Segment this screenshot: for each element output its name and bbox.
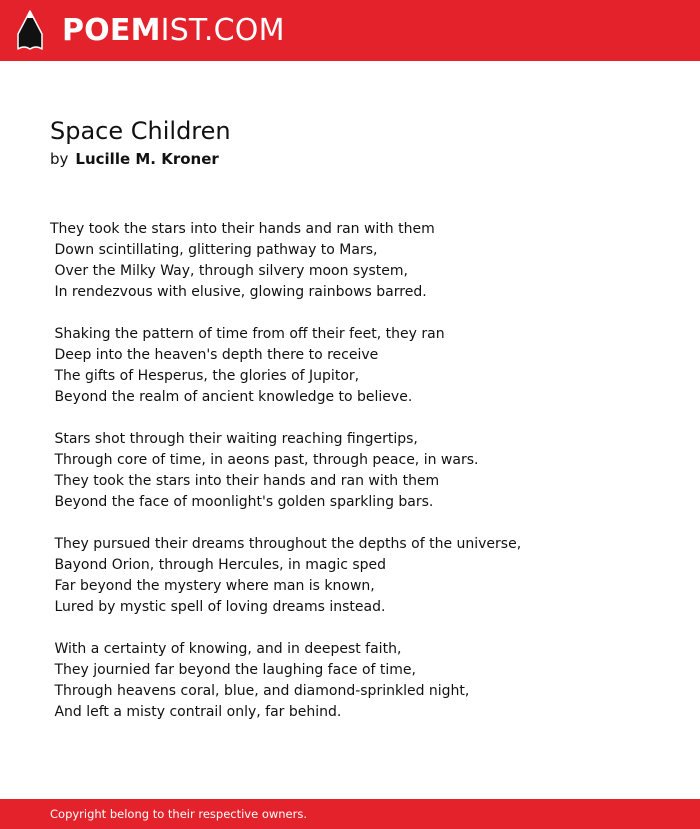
site-logo-link[interactable] [62,10,285,52]
stanza [50,534,650,618]
poem-line: Through core of time, in aeons past, through peace, in wars. [50,452,479,468]
stanza [50,639,650,723]
poem-line: Shaking the pattern of time from off their feet, they ran [50,326,445,342]
poem-line: In rendezvous with elusive, glowing rainbows barred. [50,284,427,300]
poem-line: And left a misty contrail only, far behind. [50,704,342,720]
site-footer [0,799,700,829]
brand-light: IST.COM [160,13,285,48]
poem-line: They took the stars into their hands and ran with them [50,473,440,489]
brand-bold: POEM [62,13,161,48]
by-label: by [50,150,69,168]
poem-line: Stars shot through their waiting reaching fingertips, [50,431,418,447]
poem-line: Bayond Orion, through Hercules, in magic sped [50,557,387,573]
poem-line: They journied far beyond the laughing face of time, [50,662,416,678]
byline [50,149,219,169]
stanza [50,429,650,513]
pencil-icon [17,10,43,52]
author-name: Lucille M. Kroner [75,150,219,168]
poem-line: Lured by mystic spell of loving dreams instead. [50,599,386,615]
site-header [0,0,700,61]
poem-line: Through heavens coral, blue, and diamond-sprinkled night, [50,683,470,699]
poem-line: They pursued their dreams throughout the depths of the universe, [50,536,522,552]
poem-line: The gifts of Hesperus, the glories of Jupitor, [50,368,360,384]
poem-line: With a certainty of knowing, and in deepest faith, [50,641,402,657]
stanza [50,324,650,408]
poem-line: Beyond the realm of ancient knowledge to believe. [50,389,413,405]
copyright-text: Copyright belong to their respective owners. [50,807,308,821]
poem-line: Far beyond the mystery where man is known, [50,578,375,594]
poem-line: Down scintillating, glittering pathway to Mars, [50,242,378,258]
poem-line: They took the stars into their hands and ran with them [50,221,435,237]
poem-line: Beyond the face of moonlight's golden sparkling bars. [50,494,434,510]
poem-line: Over the Milky Way, through silvery moon system, [50,263,408,279]
poem-title: Space Children [50,117,231,145]
poem-line: Deep into the heaven's depth there to receive [50,347,379,363]
poem-body [50,219,650,744]
stanza [50,219,650,303]
